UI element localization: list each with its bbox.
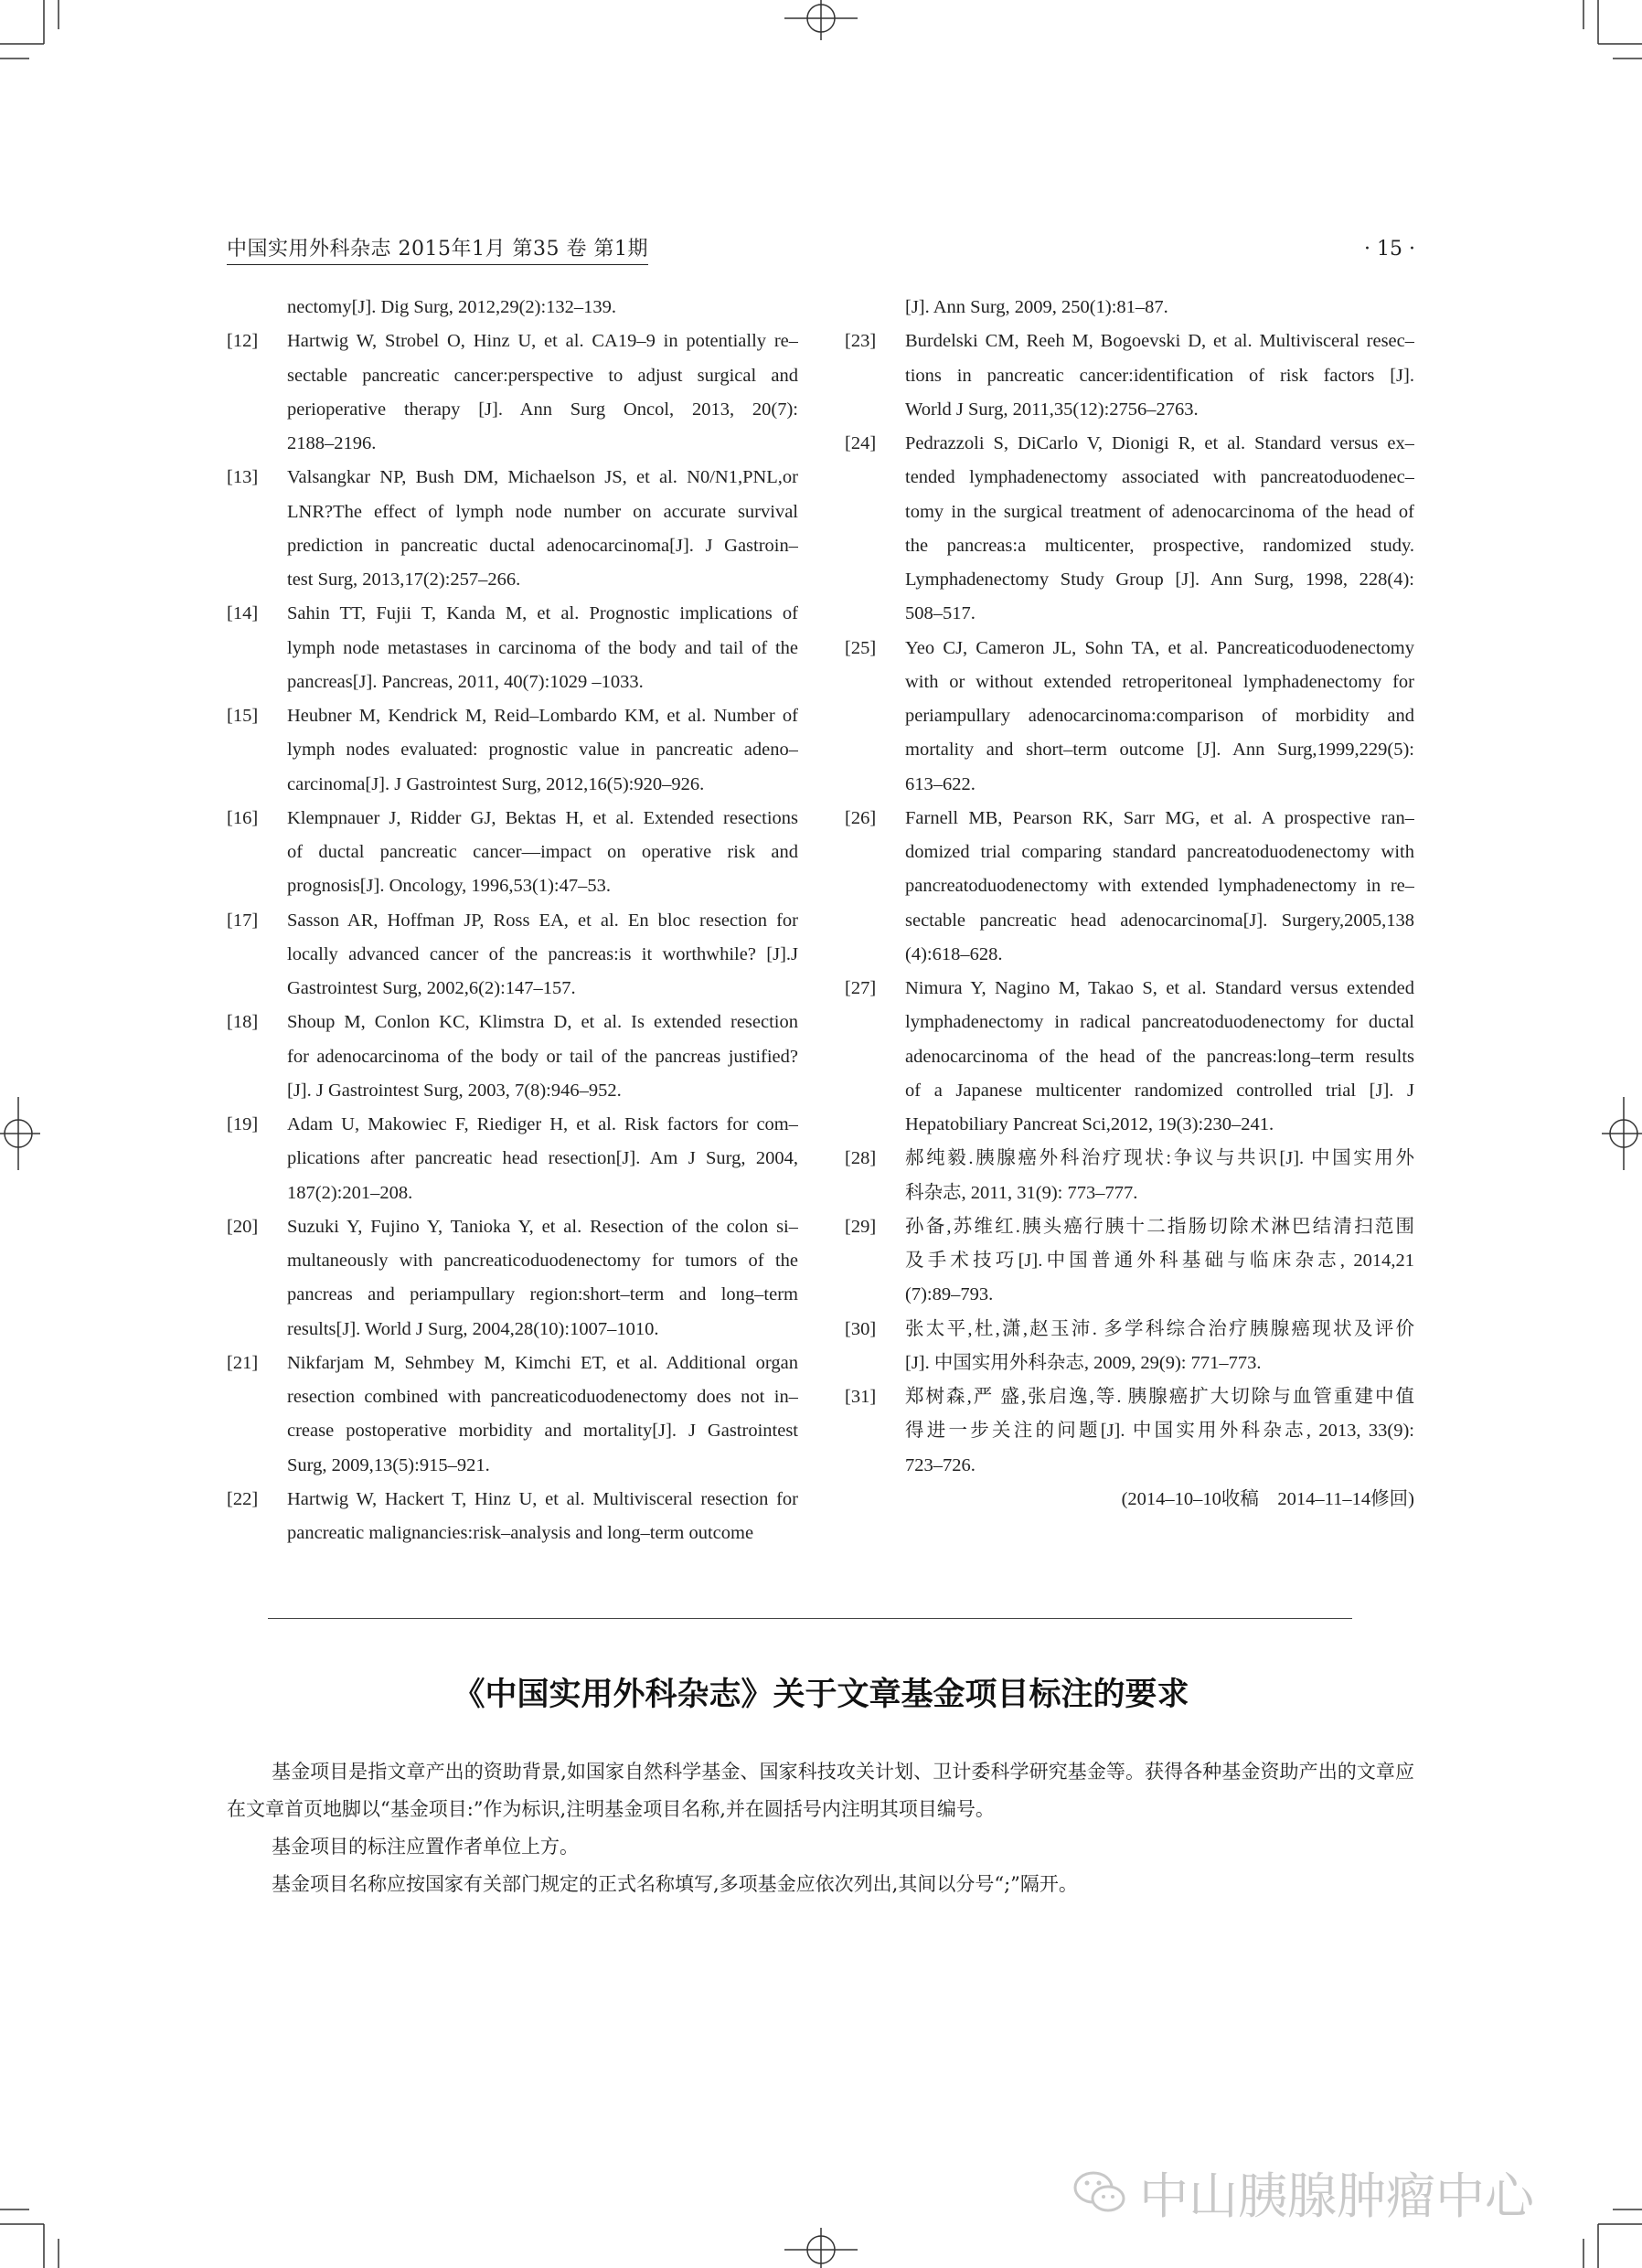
reference-number: [18]: [227, 1012, 259, 1033]
reference-line: 得进一步关注的问题[J]. 中国实用外科杂志, 2013, 33(9):: [905, 1421, 1414, 1442]
reference-item: [227, 1210, 798, 1347]
reference-line: [J]. 中国实用外科杂志, 2009, 29(9): 771–773.: [905, 1352, 1262, 1373]
running-header-journal: 中国实用外科杂志 2015年1月 第35 卷 第1期: [227, 236, 648, 265]
reference-line: 郑树森,严 盛,张启逸,等. 胰腺癌扩大切除与血管重建中值: [905, 1387, 1414, 1407]
page-number: · 15 ·: [1364, 238, 1415, 261]
reference-number: [16]: [227, 807, 259, 828]
reference-line: Shoup M, Conlon KC, Klimstra D, et al. Is extended resection: [287, 1012, 798, 1033]
reference-number: [29]: [845, 1216, 877, 1237]
reference-item: [227, 461, 798, 597]
reference-line: 613–622.: [905, 773, 976, 794]
reference-line: Hepatobiliary Pancreat Sci,2012, 19(3):230–241.: [905, 1114, 1274, 1134]
reference-line: Hartwig W, Hackert T, Hinz U, et al. Multivisceral resection for: [287, 1488, 798, 1509]
reference-number: [15]: [227, 706, 259, 726]
reference-line: 郝纯毅.胰腺癌外科治疗现状:争议与共识[J]. 中国实用外: [905, 1148, 1414, 1169]
reference-line: World J Surg, 2011,35(12):2756–2763.: [905, 399, 1199, 420]
references-right-column: [845, 291, 1414, 1517]
reference-number: [23]: [845, 331, 877, 352]
reference-line: Gastrointest Surg, 2002,6(2):147–157.: [287, 978, 576, 998]
reference-line: periampullary adenocarcinoma:comparison of morbidity and: [905, 706, 1414, 726]
reference-line: of ductal pancreatic cancer––impact on operative risk and: [287, 842, 798, 862]
reference-item: [845, 291, 1414, 325]
reference-line: the pancreas:a multicenter, prospective, randomized study.: [905, 535, 1414, 556]
reference-line: 科杂志, 2011, 31(9): 773–777.: [905, 1182, 1138, 1203]
reference-number: [25]: [845, 637, 877, 658]
reference-number: [22]: [227, 1488, 259, 1509]
reference-number: [24]: [845, 433, 877, 453]
reference-item: [227, 291, 798, 325]
reference-line: Suzuki Y, Fujino Y, Tanioka Y, et al. Resection of the colon si–: [287, 1216, 798, 1237]
reference-line: Pedrazzoli S, DiCarlo V, Dionigi R, et al. Standard versus ex–: [905, 433, 1414, 453]
reference-number: [12]: [227, 331, 259, 352]
reference-line: pancreatoduodenectomy with extended lymphadenectomy in re–: [905, 876, 1414, 897]
reference-line: Adam U, Makowiec F, Riediger H, et al. Risk factors for com–: [287, 1114, 798, 1134]
reference-line: with or without extended retroperitoneal lymphadenectomy for: [905, 671, 1414, 692]
reference-line: (4):618–628.: [905, 943, 1003, 964]
reference-line: tomy in the surgical treatment of adenocarcinoma of the head of: [905, 501, 1414, 522]
reference-line: domized trial comparing standard pancreatoduodenectomy with: [905, 842, 1414, 862]
reference-line: locally advanced cancer of the pancreas:is it worthwhile? [J].J: [287, 943, 798, 964]
reference-line: LNR?The effect of lymph node number on accurate survival: [287, 501, 798, 522]
reference-line: sectable pancreatic cancer:perspective to adjust surgical and: [287, 365, 798, 386]
reference-line: pancreas[J]. Pancreas, 2011, 40(7):1029 –1033.: [287, 671, 644, 692]
reference-line: plications after pancreatic head resection[J]. Am J Surg, 2004,: [287, 1148, 798, 1169]
reference-line: tended lymphadenectomy associated with pancreatoduodenec–: [905, 467, 1414, 488]
reference-number: [20]: [227, 1216, 259, 1237]
reference-line: Burdelski CM, Reeh M, Bogoevski D, et al. Multivisceral resec–: [905, 331, 1414, 352]
reference-line: Lymphadenectomy Study Group [J]. Ann Surg, 1998, 228(4):: [905, 570, 1414, 590]
reference-line: nectomy[J]. Dig Surg, 2012,29(2):132–139.: [287, 297, 617, 317]
reference-item: [845, 427, 1414, 632]
reference-line: Yeo CJ, Cameron JL, Sohn TA, et al. Pancreaticoduodenectomy: [905, 637, 1414, 658]
reference-item: [227, 1006, 798, 1108]
reference-line: lymph nodes evaluated: prognostic value in pancreatic adeno–: [287, 740, 798, 761]
reference-line: Farnell MB, Pearson RK, Sarr MG, et al. A prospective ran–: [905, 807, 1414, 828]
reference-line: adenocarcinoma of the head of the pancreas:long–term results: [905, 1046, 1414, 1067]
reference-item: [845, 325, 1414, 427]
reference-line: lymph node metastases in carcinoma of the body and tail of the: [287, 637, 798, 658]
reference-line: results[J]. World J Surg, 2004,28(10):1007–1010.: [287, 1318, 659, 1339]
notice-title: 《中国实用外科杂志》关于文章基金项目标注的要求: [453, 1677, 1189, 1713]
reference-item: [845, 1313, 1414, 1381]
reference-line: 508–517.: [905, 603, 976, 624]
reference-item: [227, 325, 798, 461]
reference-item: [845, 1210, 1414, 1313]
notice-paragraph: 基金项目是指文章产出的资助背景,如国家自然科学基金、国家科技攻关计划、卫计委科学研究基金等。获得各种基金资助产出的文章应在文章首页地脚以“基金项目:”作为标识,注明基金项目名称,并在圆括号内注明其项目编号。: [227, 1761, 1414, 1820]
reference-number: [31]: [845, 1387, 877, 1407]
reference-item: [227, 1483, 798, 1551]
reference-line: 2188–2196.: [287, 433, 377, 453]
reference-line: for adenocarcinoma of the body or tail of the pancreas justified?: [287, 1046, 798, 1067]
reference-line: test Surg, 2013,17(2):257–266.: [287, 570, 521, 590]
references-left-column: [227, 291, 798, 1550]
reference-line: Sahin TT, Fujii T, Kanda M, et al. Prognostic implications of: [287, 603, 798, 624]
wechat-icon: [1072, 2169, 1128, 2217]
reference-line: pancreatic malignancies:risk–analysis and long–term outcome: [287, 1523, 754, 1543]
reference-line: Valsangkar NP, Bush DM, Michaelson JS, et al. N0/N1,PNL,or: [287, 467, 798, 488]
reference-number: [19]: [227, 1114, 259, 1134]
reference-number: [17]: [227, 910, 259, 931]
reference-item: [845, 802, 1414, 972]
reference-number: [13]: [227, 467, 259, 488]
reference-line: resection combined with pancreaticoduodenectomy does not in–: [287, 1387, 798, 1407]
reference-line: crease postoperative morbidity and mortality[J]. J Gastrointest: [287, 1421, 798, 1442]
reference-line: mortality and short–term outcome [J]. Ann Surg,1999,229(5):: [905, 740, 1414, 761]
watermark: [1072, 2157, 1534, 2228]
reference-line: Hartwig W, Strobel O, Hinz U, et al. CA19–9 in potentially re–: [287, 331, 798, 352]
reference-number: [27]: [845, 978, 877, 998]
reference-item: [227, 597, 798, 699]
reference-line: Sasson AR, Hoffman JP, Ross EA, et al. En bloc resection for: [287, 910, 798, 931]
watermark-text: 中山胰腺肿瘤中心: [1139, 2167, 1534, 2225]
reference-number: [26]: [845, 807, 877, 828]
reference-line: 孙备,苏维红.胰头癌行胰十二指肠切除术淋巴结清扫范围: [905, 1216, 1414, 1237]
reference-line: Surg, 2009,13(5):915–921.: [287, 1454, 490, 1475]
reference-line: Heubner M, Kendrick M, Reid–Lombardo KM, et al. Number of: [287, 706, 798, 726]
reference-item: [227, 1347, 798, 1483]
reference-line: perioperative therapy [J]. Ann Surg Oncol, 2013, 20(7):: [287, 399, 798, 420]
reference-line: [J]. Ann Surg, 2009, 250(1):81–87.: [905, 297, 1168, 317]
reference-item: [227, 1108, 798, 1210]
reference-line: [J]. J Gastrointest Surg, 2003, 7(8):946–952.: [287, 1080, 622, 1101]
notice-paragraph: 基金项目的标注应置作者单位上方。: [272, 1836, 579, 1858]
reference-line: Klempnauer J, Ridder GJ, Bektas H, et al. Extended resections: [287, 807, 798, 828]
reference-item: [845, 972, 1414, 1142]
reference-number: [14]: [227, 603, 259, 624]
reference-line: Nikfarjam M, Sehmbey M, Kimchi ET, et al. Additional organ: [287, 1352, 798, 1373]
reference-line: 723–726.: [905, 1454, 976, 1475]
section-divider: [268, 1618, 1352, 1619]
reference-item: [227, 904, 798, 1006]
reference-item: [845, 1142, 1414, 1210]
reference-line: of a Japanese multicenter randomized controlled trial [J]. J: [905, 1080, 1414, 1101]
reference-item: [227, 802, 798, 904]
reference-line: lymphadenectomy in radical pancreatoduodenectomy for ductal: [905, 1012, 1414, 1033]
reference-line: carcinoma[J]. J Gastrointest Surg, 2012,16(5):920–926.: [287, 773, 705, 794]
reference-line: 187(2):201–208.: [287, 1182, 413, 1203]
reference-line: (7):89–793.: [905, 1284, 994, 1305]
notice-paragraph: 基金项目名称应按国家有关部门规定的正式名称填写,多项基金应依次列出,其间以分号“;”隔开。: [272, 1873, 1078, 1895]
reference-line: 及手术技巧[J].中国普通外科基础与临床杂志, 2014,21: [905, 1251, 1414, 1271]
reference-line: Nimura Y, Nagino M, Takao S, et al. Standard versus extended: [905, 978, 1414, 998]
reference-number: [30]: [845, 1318, 877, 1339]
reference-item: [227, 699, 798, 802]
reference-line: multaneously with pancreaticoduodenectomy for tumors of the: [287, 1251, 798, 1271]
reference-number: [28]: [845, 1148, 877, 1169]
reference-line: prognosis[J]. Oncology, 1996,53(1):47–53.: [287, 876, 611, 897]
reference-line: prediction in pancreatic ductal adenocarcinoma[J]. J Gastroin–: [287, 535, 798, 556]
reference-item: [845, 632, 1414, 802]
reference-line: tions in pancreatic cancer:identification of risk factors [J].: [905, 365, 1414, 386]
reference-line: sectable pancreatic head adenocarcinoma[J]. Surgery,2005,138: [905, 910, 1414, 931]
reference-line: pancreas and periampullary region:short–term and long–term: [287, 1284, 798, 1305]
received-dates: (2014–10–10收稿 2014–11–14修回): [1121, 1488, 1414, 1509]
reference-item: [845, 1380, 1414, 1483]
reference-line: 张太平,杜,潇,赵玉沛. 多学科综合治疗胰腺癌现状及评价: [905, 1318, 1414, 1339]
reference-number: [21]: [227, 1352, 259, 1373]
